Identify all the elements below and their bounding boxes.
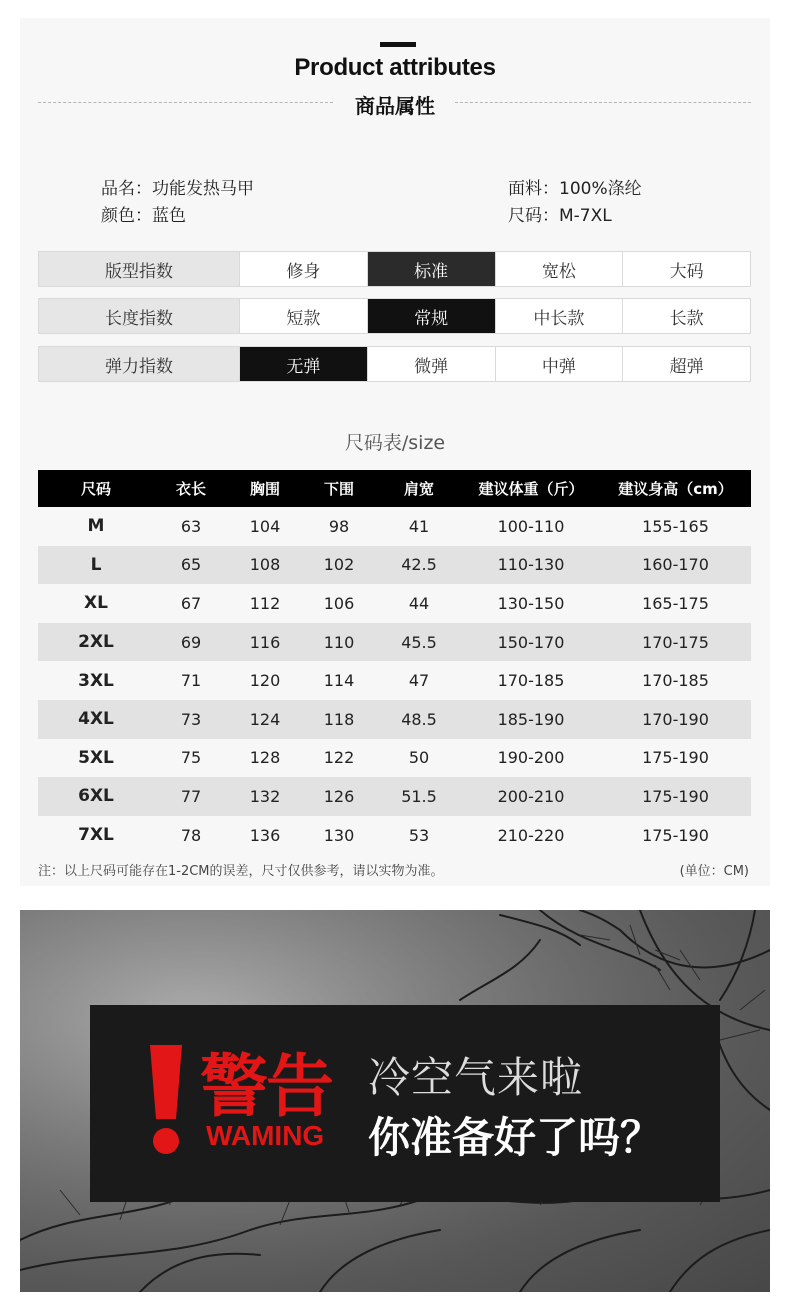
attr-fabric: 面料：100%涤纶 [508, 179, 642, 199]
table-cell: 48.5 [376, 700, 462, 739]
title-english: Product attributes [294, 54, 496, 81]
table-cell: 104 [228, 507, 302, 546]
table-cell: 6XL [38, 777, 154, 816]
table-cell: 45.5 [376, 623, 462, 662]
warning-english: WAMING [206, 1120, 325, 1151]
size-note: 注：以上尺码可能存在1-2CM的误差，尺寸仅供参考，请以实物为准。 [38, 864, 444, 879]
length-index-row [38, 298, 751, 334]
table-row [38, 816, 751, 855]
table-cell: 53 [376, 816, 462, 855]
fit-index-row [38, 251, 751, 287]
table-cell: 175-190 [600, 739, 751, 778]
warning-panel [90, 1005, 720, 1202]
table-cell: 112 [228, 584, 302, 623]
warning-banner [20, 910, 770, 1292]
stretch-option: 超弹 [622, 347, 750, 381]
table-cell: 155-165 [600, 507, 751, 546]
table-cell: 108 [228, 546, 302, 585]
table-row [38, 507, 751, 546]
stretch-option: 微弹 [367, 347, 495, 381]
length-index-label: 长度指数 [39, 299, 239, 333]
table-cell: 100-110 [462, 507, 600, 546]
table-row [38, 546, 751, 585]
fit-option-selected: 标准 [367, 252, 495, 286]
attr-size: 尺码：M-7XL [508, 206, 612, 226]
length-option: 短款 [239, 299, 367, 333]
header-cell: 肩宽 [376, 470, 462, 507]
table-cell: 75 [154, 739, 228, 778]
exclamation-icon [148, 1045, 184, 1155]
table-row [38, 700, 751, 739]
header-cell: 建议体重（斤） [462, 470, 600, 507]
header-cell: 尺码 [38, 470, 154, 507]
table-cell: 130-150 [462, 584, 600, 623]
attr-product-name: 品名：功能发热马甲 [101, 179, 254, 199]
table-cell: 200-210 [462, 777, 600, 816]
table-cell: 110-130 [462, 546, 600, 585]
table-cell: 120 [228, 661, 302, 700]
table-cell: 126 [302, 777, 376, 816]
length-option: 中长款 [495, 299, 623, 333]
table-cell: 42.5 [376, 546, 462, 585]
size-table [38, 470, 751, 854]
header-cell: 下围 [302, 470, 376, 507]
title-accent-bar [380, 42, 416, 47]
table-cell: 69 [154, 623, 228, 662]
table-cell: 41 [376, 507, 462, 546]
stretch-index-row [38, 346, 751, 382]
table-cell: 185-190 [462, 700, 600, 739]
table-cell: 122 [302, 739, 376, 778]
table-cell: XL [38, 584, 154, 623]
header-cell: 衣长 [154, 470, 228, 507]
table-cell: 110 [302, 623, 376, 662]
table-cell: 5XL [38, 739, 154, 778]
table-row [38, 739, 751, 778]
ready-question-text: 你准备好了吗？ [368, 1113, 663, 1162]
size-table-header [38, 470, 751, 507]
table-cell: 170-190 [600, 700, 751, 739]
length-option-selected: 常规 [367, 299, 495, 333]
table-cell: 63 [154, 507, 228, 546]
table-cell: 106 [302, 584, 376, 623]
table-cell: 165-175 [600, 584, 751, 623]
table-cell: 190-200 [462, 739, 600, 778]
cold-air-text: 冷空气来啦 [368, 1053, 584, 1102]
fit-option: 大码 [622, 252, 750, 286]
table-cell: 210-220 [462, 816, 600, 855]
table-cell: 128 [228, 739, 302, 778]
table-cell: 136 [228, 816, 302, 855]
title-chinese: 商品属性 [355, 94, 435, 118]
size-unit: (单位：CM) [679, 864, 749, 879]
table-cell: 175-190 [600, 777, 751, 816]
table-cell: 73 [154, 700, 228, 739]
table-cell: L [38, 546, 154, 585]
table-cell: 98 [302, 507, 376, 546]
table-row [38, 661, 751, 700]
table-cell: 116 [228, 623, 302, 662]
table-cell: 130 [302, 816, 376, 855]
fit-option: 修身 [239, 252, 367, 286]
table-cell: 114 [302, 661, 376, 700]
header-cell: 胸围 [228, 470, 302, 507]
table-cell: 44 [376, 584, 462, 623]
table-cell: 51.5 [376, 777, 462, 816]
table-cell: 47 [376, 661, 462, 700]
table-cell: 50 [376, 739, 462, 778]
length-option: 长款 [622, 299, 750, 333]
table-cell: 2XL [38, 623, 154, 662]
table-cell: 65 [154, 546, 228, 585]
table-cell: 132 [228, 777, 302, 816]
size-table-caption: 尺码表/size [344, 432, 446, 454]
table-cell: 102 [302, 546, 376, 585]
table-cell: 160-170 [600, 546, 751, 585]
table-cell: 71 [154, 661, 228, 700]
stretch-option: 中弹 [495, 347, 623, 381]
warning-title: 警告 [200, 1048, 333, 1127]
table-cell: 150-170 [462, 623, 600, 662]
header-cell: 建议身高（cm） [600, 470, 751, 507]
table-row [38, 623, 751, 662]
table-cell: 124 [228, 700, 302, 739]
table-cell: 170-175 [600, 623, 751, 662]
fit-index-label: 版型指数 [39, 252, 239, 286]
table-cell: 78 [154, 816, 228, 855]
stretch-index-label: 弹力指数 [39, 347, 239, 381]
table-cell: 170-185 [600, 661, 751, 700]
table-cell: 7XL [38, 816, 154, 855]
table-cell: 175-190 [600, 816, 751, 855]
table-cell: 77 [154, 777, 228, 816]
table-row [38, 584, 751, 623]
table-cell: 3XL [38, 661, 154, 700]
table-cell: 4XL [38, 700, 154, 739]
table-cell: 118 [302, 700, 376, 739]
fit-option: 宽松 [495, 252, 623, 286]
table-row [38, 777, 751, 816]
attr-color: 颜色：蓝色 [101, 206, 186, 226]
table-cell: 170-185 [462, 661, 600, 700]
stretch-option-selected: 无弹 [239, 347, 367, 381]
table-cell: M [38, 507, 154, 546]
table-cell: 67 [154, 584, 228, 623]
